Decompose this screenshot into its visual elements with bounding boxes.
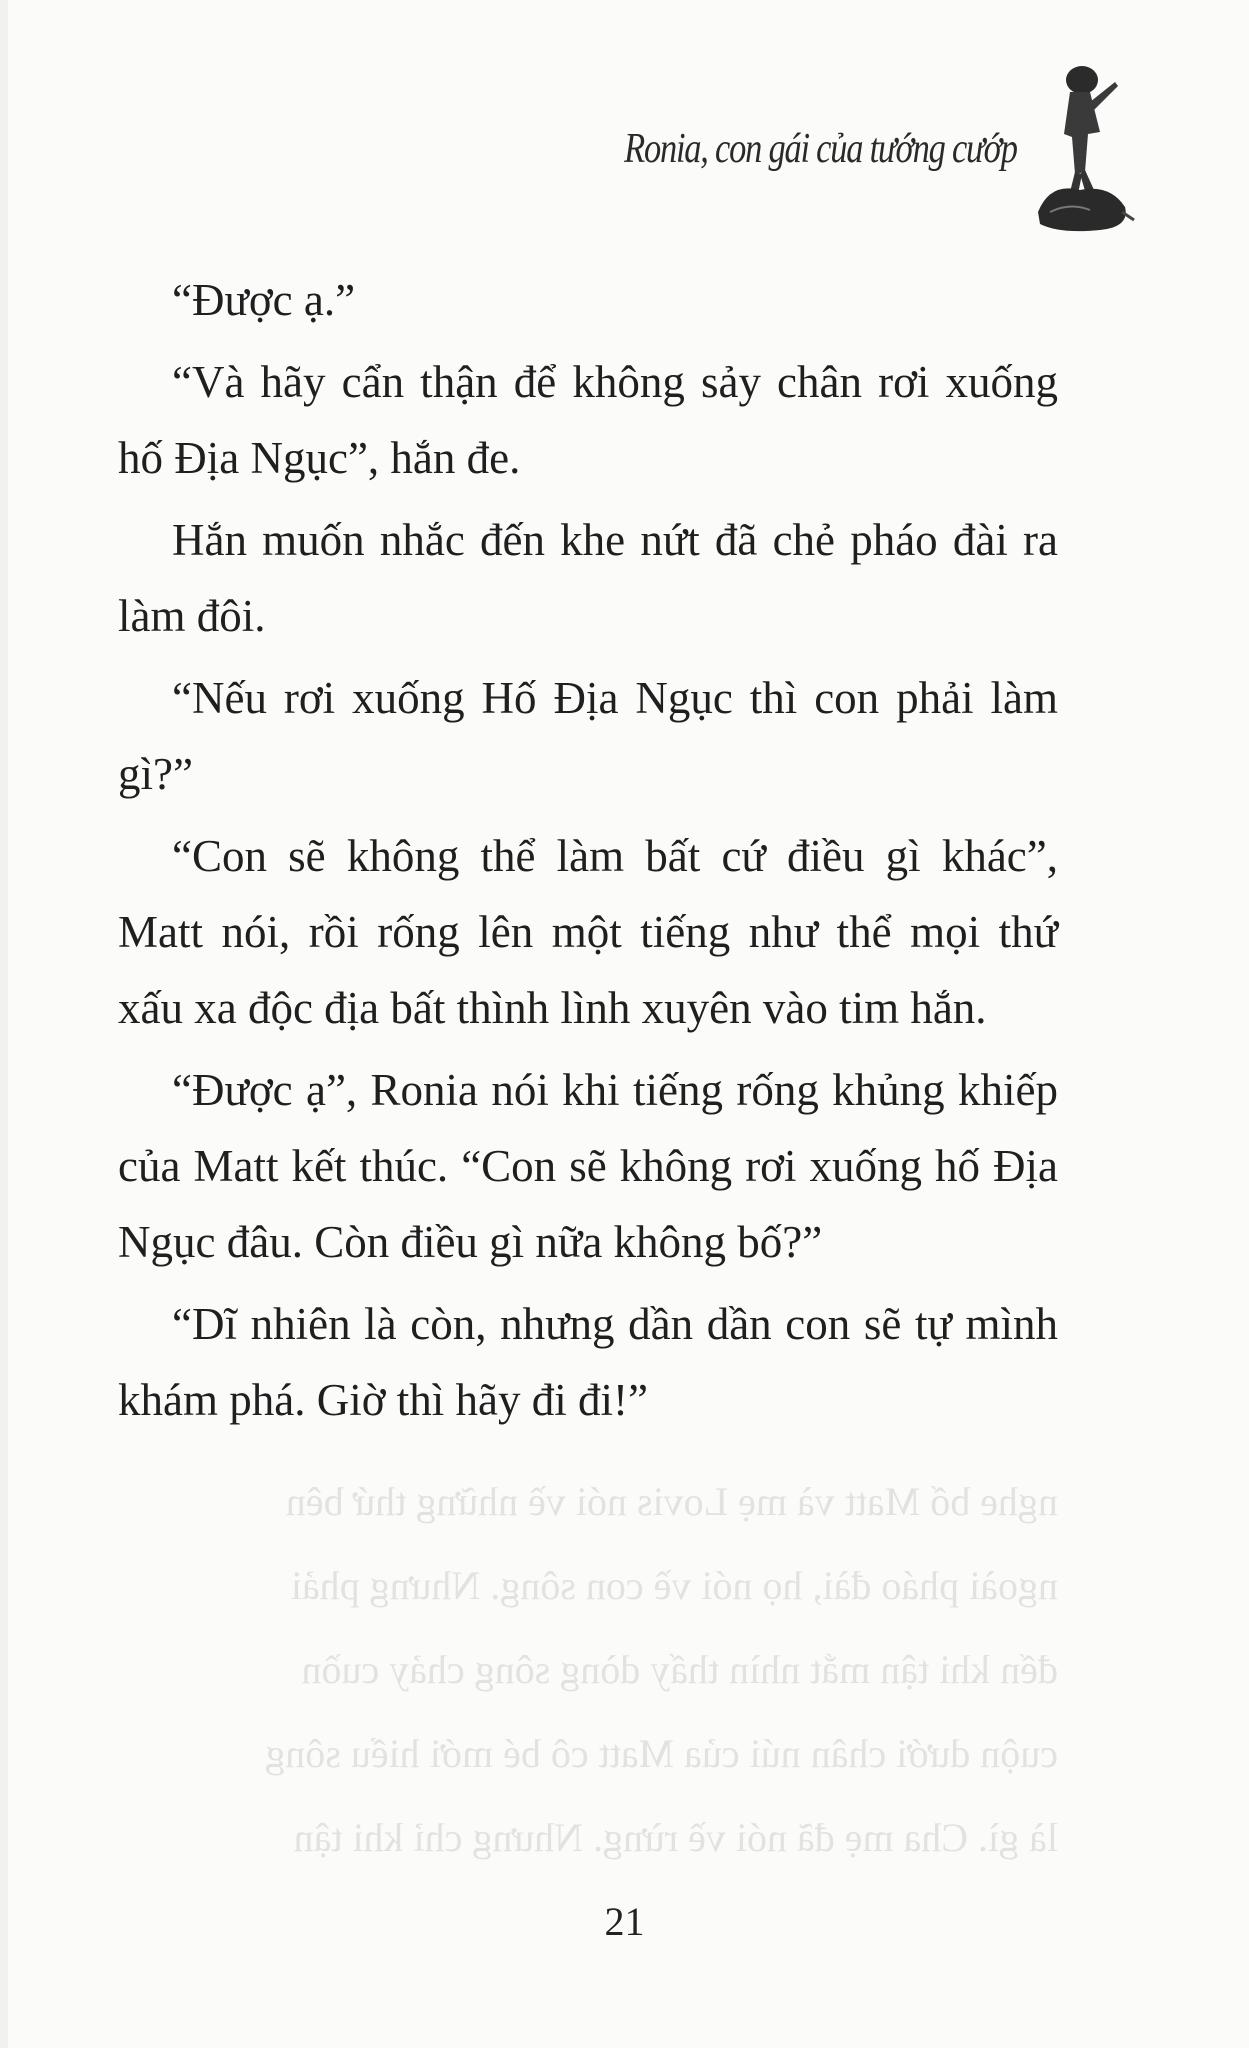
paragraph: “Con sẽ không thể làm bất cứ điều gì khác”, Matt nói, rồi rống lên một tiếng như thể mọi thứ xấu xa độc địa bất thình lình xuyên vào tim hắn. [118, 831, 1058, 1033]
page-header [0, 0, 1249, 260]
paragraph: “Nếu rơi xuống Hố Địa Ngục thì con phải làm gì?” [118, 673, 1058, 799]
paragraph: “Được ạ”, Ronia nói khi tiếng rống khủng khiếp của Matt kết thúc. “Con sẽ không rơi xuống hố Địa Ngục đâu. Còn điều gì nữa không bố?” [118, 1065, 1058, 1267]
paragraph: “Và hãy cẩn thận để không sảy chân rơi xuống hố Địa Ngục”, hắn đe. [118, 357, 1058, 483]
paragraph: Hắn muốn nhắc đến khe nứt đã chẻ pháo đài ra làm đôi. [118, 515, 1058, 641]
paragraph: “Được ạ.” [172, 275, 356, 325]
page-number: 21 [604, 1899, 645, 1944]
paragraph: “Dĩ nhiên là còn, nhưng dần dần con sẽ tự mình khám phá. Giờ thì hãy đi đi!” [118, 1299, 1058, 1425]
running-title: Ronia, con gái của tướng cướp [624, 126, 1017, 172]
page-edge [0, 0, 8, 2048]
body-text [118, 262, 1058, 1444]
girl-on-rock-illustration-icon [1030, 62, 1135, 237]
show-through-text: nghe bố Matt và mẹ Lovis nói về những thứ bên ngoài pháo đài, họ nói về con sông. Nhưng phải đến khi tận mắt nhìn thấy dòng sông chảy cuồn cuộn dưới chân núi của Matt cô bé mới hiểu sông là gì. Cha mẹ đã nói về rừng. Nhưng chỉ khi tận [265, 1479, 1058, 1860]
